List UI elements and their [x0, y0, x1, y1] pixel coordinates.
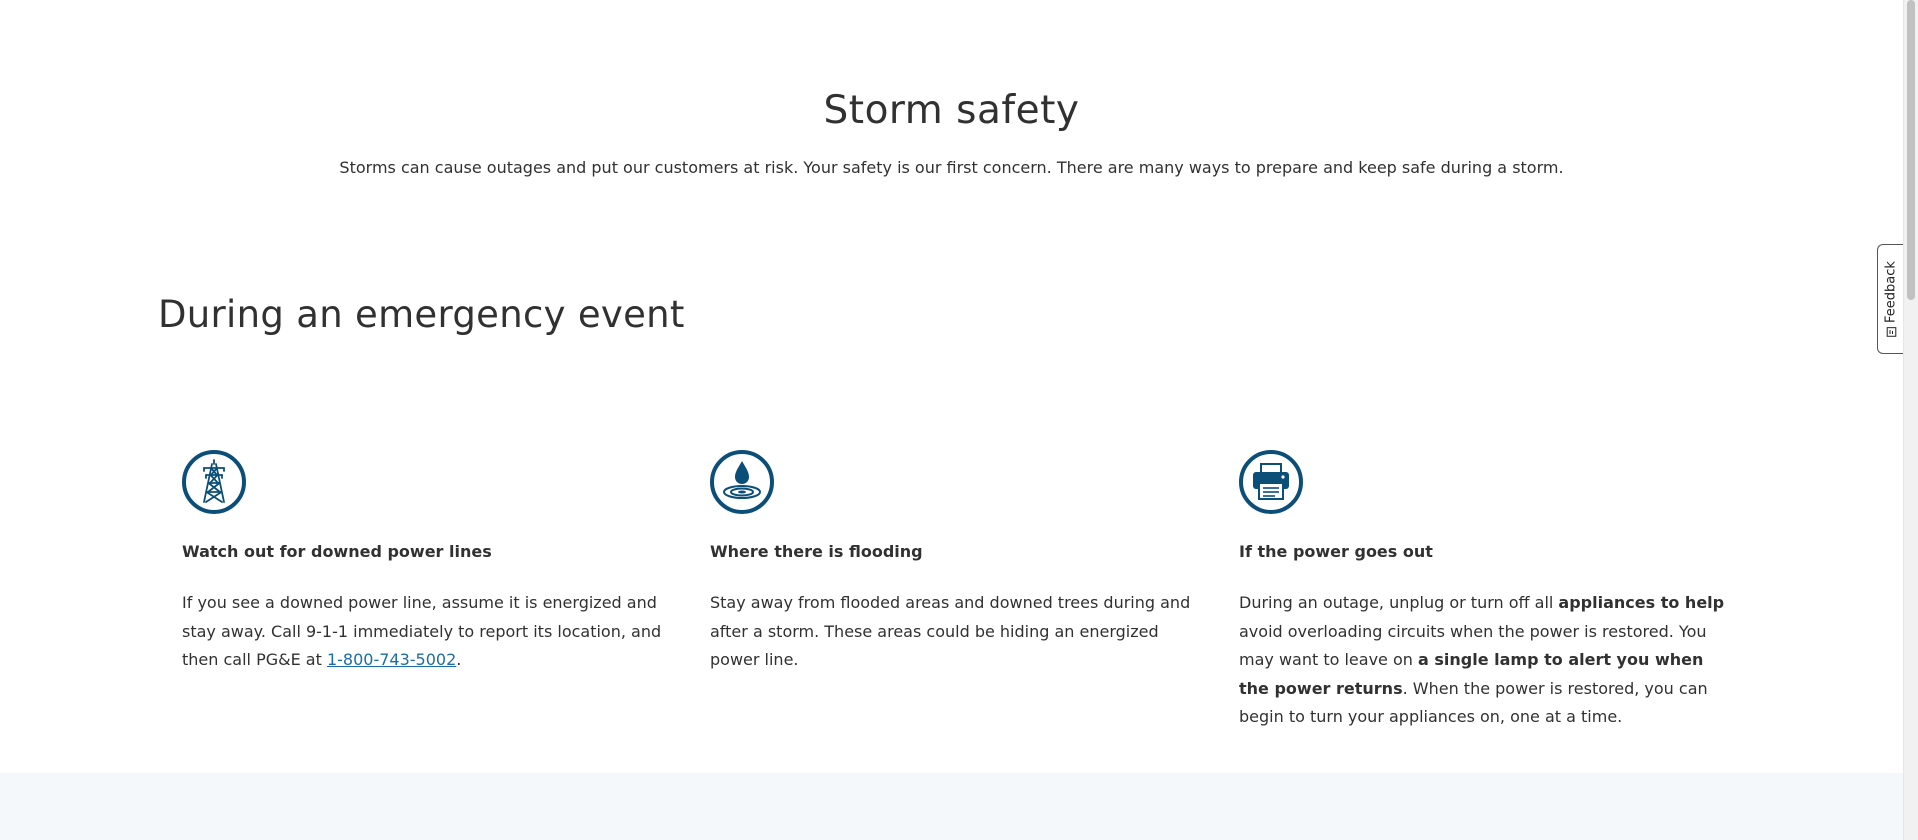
- page-title: Storm safety: [823, 88, 1080, 133]
- card-power-out: [1239, 450, 1729, 732]
- card-text-part: .: [456, 650, 462, 669]
- bottom-section-band: [0, 773, 1903, 840]
- scrollbar-thumb[interactable]: [1907, 0, 1915, 300]
- section-title: During an emergency event: [158, 293, 685, 336]
- scrollbar[interactable]: [1903, 0, 1918, 840]
- phone-link[interactable]: 1-800-743-5002: [326, 650, 457, 669]
- feedback-icon: [1886, 327, 1896, 337]
- card-title: Where there is flooding: [710, 542, 923, 561]
- water-drop-icon: [710, 450, 774, 514]
- card-text: Stay away from flooded areas and downed trees during and after a storm. These areas could be hiding an energized power line.: [710, 593, 1191, 669]
- card-text-part: During an outage, unplug or turn off all: [1239, 593, 1559, 612]
- card-flooding: [710, 450, 1200, 675]
- feedback-tab-content: [1883, 261, 1898, 337]
- card-downed-power-lines: [182, 450, 672, 675]
- card-text: [1239, 589, 1729, 732]
- card-text-part: If you see a downed power line, assume it is energized and stay away. Call 9-1-1 immediately to report its location, and then call PG&E at: [182, 593, 662, 669]
- page-subtitle: Storms can cause outages and put our customers at risk. Your safety is our first concern. There are many ways to prepare and keep safe during a storm.: [339, 158, 1564, 177]
- card-text-bold: a single lamp to alert you when the power returns: [1239, 650, 1704, 698]
- card-text-part: avoid overloading circuits when the power is restored. You may want to leave on: [1239, 621, 1707, 669]
- card-title: Watch out for downed power lines: [182, 542, 492, 561]
- printer-icon: [1239, 450, 1303, 514]
- power-tower-icon: [182, 450, 246, 514]
- feedback-tab[interactable]: [1877, 244, 1903, 354]
- card-text: [182, 589, 672, 675]
- card-text-part: . When the power is restored, you can begin to turn your appliances on, one at a time.: [1239, 678, 1708, 726]
- feedback-label: Feedback: [1883, 261, 1898, 323]
- card-text-bold: appliances to help: [1558, 593, 1725, 612]
- card-title: If the power goes out: [1239, 542, 1433, 561]
